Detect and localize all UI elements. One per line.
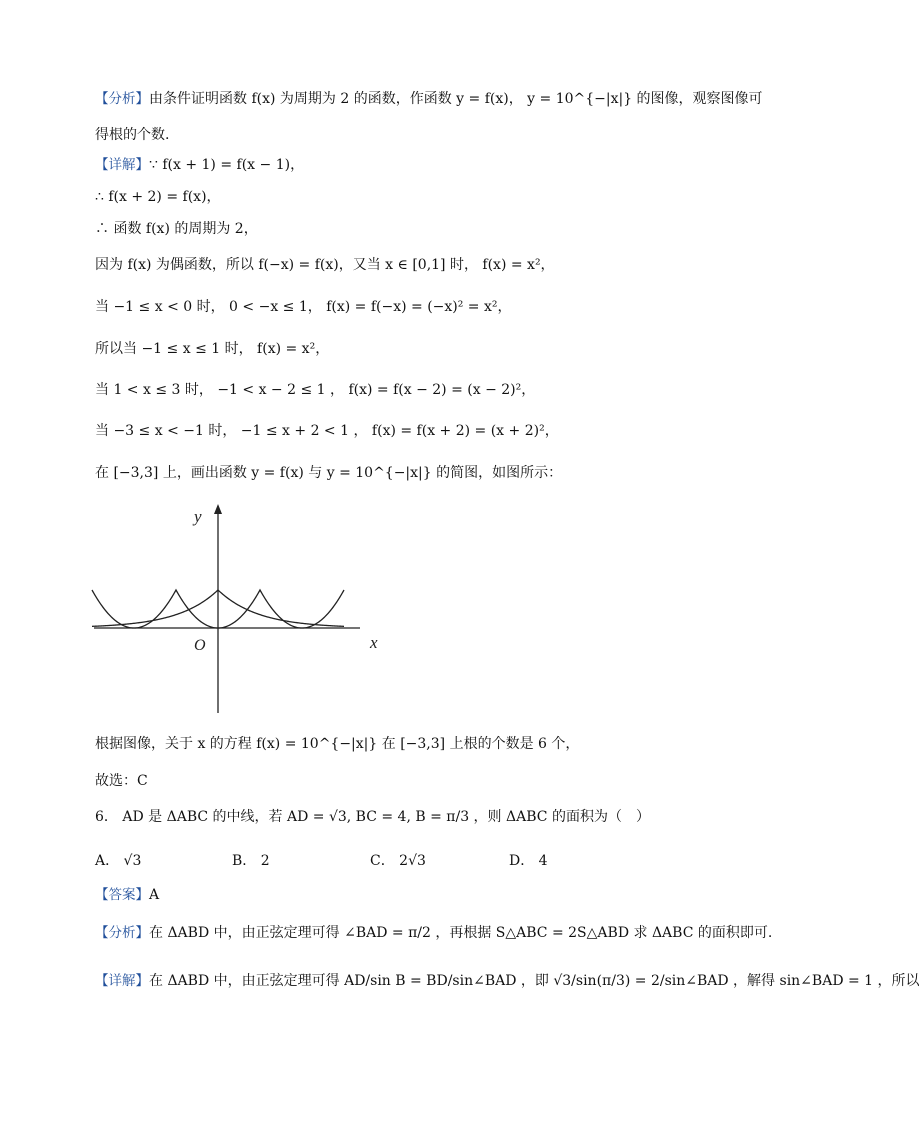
analysis-tag: 【分析】 (95, 91, 149, 107)
option-c: C． 2√3 (370, 853, 426, 869)
analysis-text: 由条件证明函数 f(x) 为周期为 2 的函数，作函数 y = f(x)， y = 10^{−|x|} 的图像，观察图像可 (149, 91, 763, 107)
origin-label: O (194, 637, 206, 654)
detail-line-2: ∴ f(x + 2) = f(x)， (95, 189, 221, 205)
answer-line (95, 886, 159, 904)
y-axis-arrow (214, 504, 222, 514)
detail-line-1 (95, 156, 304, 174)
q6-detail-tag: 【详解】 (95, 973, 149, 989)
y-axis-label: y (194, 507, 202, 526)
detail-line-5: 当 −1 ≤ x < 0 时， 0 < −x ≤ 1， f(x) = f(−x) = (−x)² = x²， (95, 299, 512, 315)
detail-text: ∵ f(x + 1) = f(x − 1)， (149, 157, 305, 173)
option-a: A． √3 (95, 853, 142, 869)
option-b: B． 2 (232, 853, 270, 869)
q6-analysis-line (95, 924, 772, 942)
conclusion-line: 根据图像，关于 x 的方程 f(x) = 10^{−|x|} 在 [−3,3] 上根的个数是 6 个， (95, 736, 580, 752)
detail-line-7: 当 1 < x ≤ 3 时， −1 < x − 2 ≤ 1 ， f(x) = f(x − 2) = (x − 2)²， (95, 382, 536, 398)
q6-analysis-text: 在 ΔABD 中，由正弦定理可得 ∠BAD = π/2 ，再根据 S△ABC = 2S△ABD 求 ΔABC 的面积即可. (149, 925, 773, 941)
detail-line-8: 当 −3 ≤ x < −1 时， −1 ≤ x + 2 < 1 ， f(x) = f(x + 2) = (x + 2)²， (95, 423, 559, 439)
analysis-line-2: 得根的个数. (95, 127, 170, 143)
question-6-stem: 6． AD 是 ΔABC 的中线，若 AD = √3, BC = 4, B = π/3 ，则 ΔABC 的面积为（ ） (95, 809, 650, 825)
detail-line-3: ∴ 函数 f(x) 的周期为 2， (95, 221, 258, 237)
detail-line-9: 在 [−3,3] 上，画出函数 y = f(x) 与 y = 10^{−|x|} 的简图，如图所示： (95, 465, 563, 481)
detail-line-4: 因为 f(x) 为偶函数，所以 f(−x) = f(x)，又当 x ∈ [0,1] 时， f(x) = x²， (95, 257, 555, 273)
detail-line-6: 所以当 −1 ≤ x ≤ 1 时， f(x) = x²， (95, 341, 330, 357)
answer-value: A (149, 887, 160, 903)
analysis-line-1 (95, 90, 763, 108)
choice-line: 故选：C (95, 773, 148, 789)
q6-analysis-tag: 【分析】 (95, 925, 149, 941)
answer-tag: 【答案】 (95, 887, 149, 903)
function-graph (90, 498, 390, 720)
detail-tag: 【详解】 (95, 157, 149, 173)
x-axis-label: x (370, 633, 378, 652)
q6-detail-text: 在 ΔABD 中，由正弦定理可得 AD/sin B = BD/sin∠BAD ，即 √3/sin(π/3) = 2/sin∠BAD ，解得 sin∠BAD = 1 ，所以 (149, 973, 920, 989)
q6-detail-line (95, 972, 920, 990)
option-d: D． 4 (509, 853, 548, 869)
